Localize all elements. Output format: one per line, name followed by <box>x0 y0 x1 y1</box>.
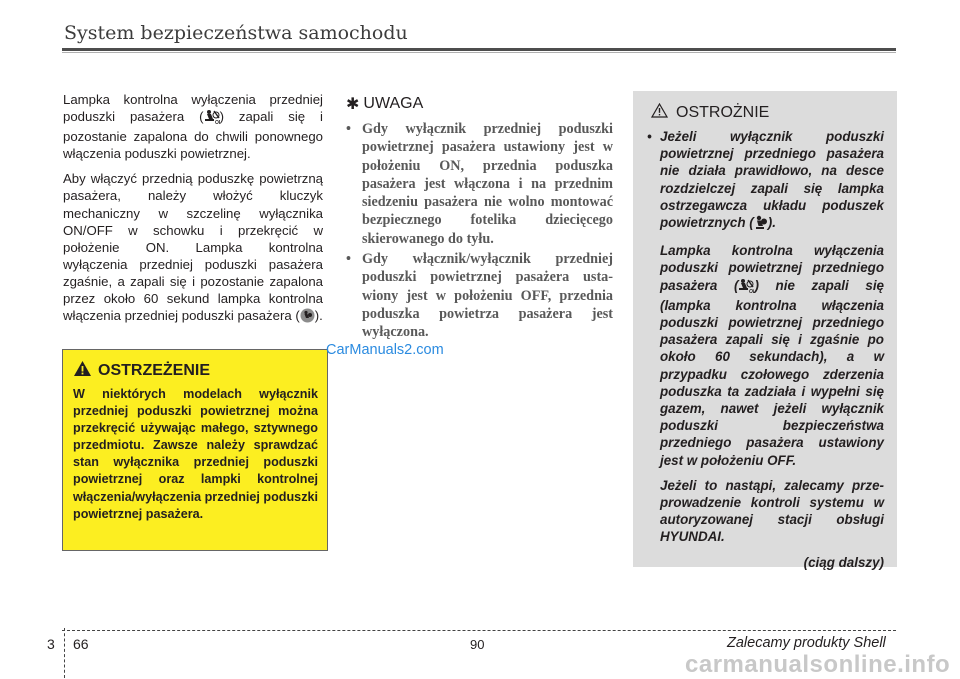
caution-box <box>633 91 897 570</box>
warning-box <box>62 349 328 551</box>
watermark-carmanualsonline[interactable]: carmanualsonline.info <box>685 651 951 678</box>
asterisk-icon: ✱ <box>346 96 360 113</box>
list-item: • Gdy włącznik/wyłącznik przedniej poduszki powietrznej pasażera ustawiony jest w położeniu OFF, przednia poduszka powietrza pasażera jest wyłączona. <box>346 251 613 341</box>
footer-section-number: 3 <box>47 636 55 652</box>
caution-text <box>647 128 884 571</box>
caution-paragraph-indicator: Lampka kontrolna wyłączenia poduszki powietrznej przedniego pasażera ( O ) nie zapali się (lampka kontrolna włączenia poduszki powietrznej przedniego pasażera zapali się i zgaśnie po około 60 sekundach), a w przypadku czołowego zderzenia poduszka ta zadziała i wypełni się gazem, nawet jeżeli wyłącznik poduszki bezpieczeństwa przedniego pasażera ustawiony jest w położeniu OFF. <box>660 243 884 468</box>
paragraph-airbag-off-indicator: Lampka kontrolna wyłączenia przedniej poduszki pasażera ( O ) zapali się i pozostanie zapalona do chwili ponownego włączenia poduszki powietrznej. <box>63 92 323 162</box>
list-item: • Gdy wyłącznik przedniej poduszki powietrznej pasażera ustawiony jest w położeniu ON, przednia poduszka pasażera jest włączona i na przednim siedzeniu pasażera nie wolno montować bezpiecznego fotelika dziecięcego skierowanego do tyłu. <box>346 121 613 247</box>
paragraph-enable-airbag: Aby włączyć przednią poduszkę powietrzną pasażera, należy włożyć kluczyk mechaniczny w szczelinę wyłącznika ON/OFF w schowku i przekręcić w położenie ON. Lampka kontrolna wyłączenia przedniej poduszki pasażera zgaśnie, a zapali się i pozostanie zapalona przez około 60 sekund lampka kontrolna włączenia przedniej poduszki pasażera ( ). <box>63 170 323 327</box>
header-divider <box>62 48 896 51</box>
note-title: ✱ UWAGA <box>346 95 424 113</box>
footer-page-number: 66 <box>73 636 89 652</box>
airbag-warning-icon <box>754 215 768 234</box>
caution-triangle-icon <box>651 103 668 123</box>
header-divider-thin <box>62 52 896 53</box>
watermark-carmanuals[interactable]: CarManuals2.com <box>326 342 444 358</box>
caution-paragraph-service: Jeżeli to nastąpi, zalecamy przeprowadzenie kontroli systemu w autoryzowanej stacji obsługi HYUNDAI. <box>660 477 884 545</box>
airbag-off-icon <box>738 278 754 297</box>
bullet-icon: • <box>346 251 351 268</box>
bullet-icon: • <box>346 121 351 137</box>
page-header-title: System bezpieczeństwa samochodu <box>64 22 408 44</box>
airbag-off-icon <box>204 109 220 128</box>
warning-title: OSTRZEŻENIE <box>73 360 318 382</box>
footer-divider <box>62 630 896 631</box>
body-text-column <box>63 91 323 335</box>
continued-label: (ciąg dalszy) <box>803 554 884 570</box>
caution-title: OSTROŻNIE <box>651 103 884 123</box>
note-list <box>346 120 613 342</box>
svg-text:OFF: O <box>749 288 754 293</box>
warning-triangle-icon <box>73 360 92 382</box>
svg-text:OFF: O <box>214 120 219 125</box>
bullet-icon: • <box>647 129 652 144</box>
airbag-on-icon <box>300 308 315 327</box>
note-column <box>346 94 613 344</box>
footer-slogan: Zalecamy produkty Shell <box>727 635 886 651</box>
footer-vertical-divider <box>64 628 65 678</box>
caution-paragraph-malfunction: • Jeżeli wyłącznik poduszki powietrznej przedniego pasażera nie działa prawidłowo, na desce rozdzielczej zapali się lampka ostrzegawcza układu poduszek powietrznych ( ). <box>651 128 884 234</box>
warning-text: W niektórych modelach wyłącznik przedniej poduszki powietrznej można przekręcić używając małego, sztywnego przedmiotu. Zawsze należy sprawdzać stan wyłącznika przedniej poduszki powietrznej oraz lampki kontrolnej włączenia/wyłączenia przedniej poduszki powietrznej pasażera. <box>73 387 318 521</box>
footer-pdf-page-number: 90 <box>470 637 485 652</box>
